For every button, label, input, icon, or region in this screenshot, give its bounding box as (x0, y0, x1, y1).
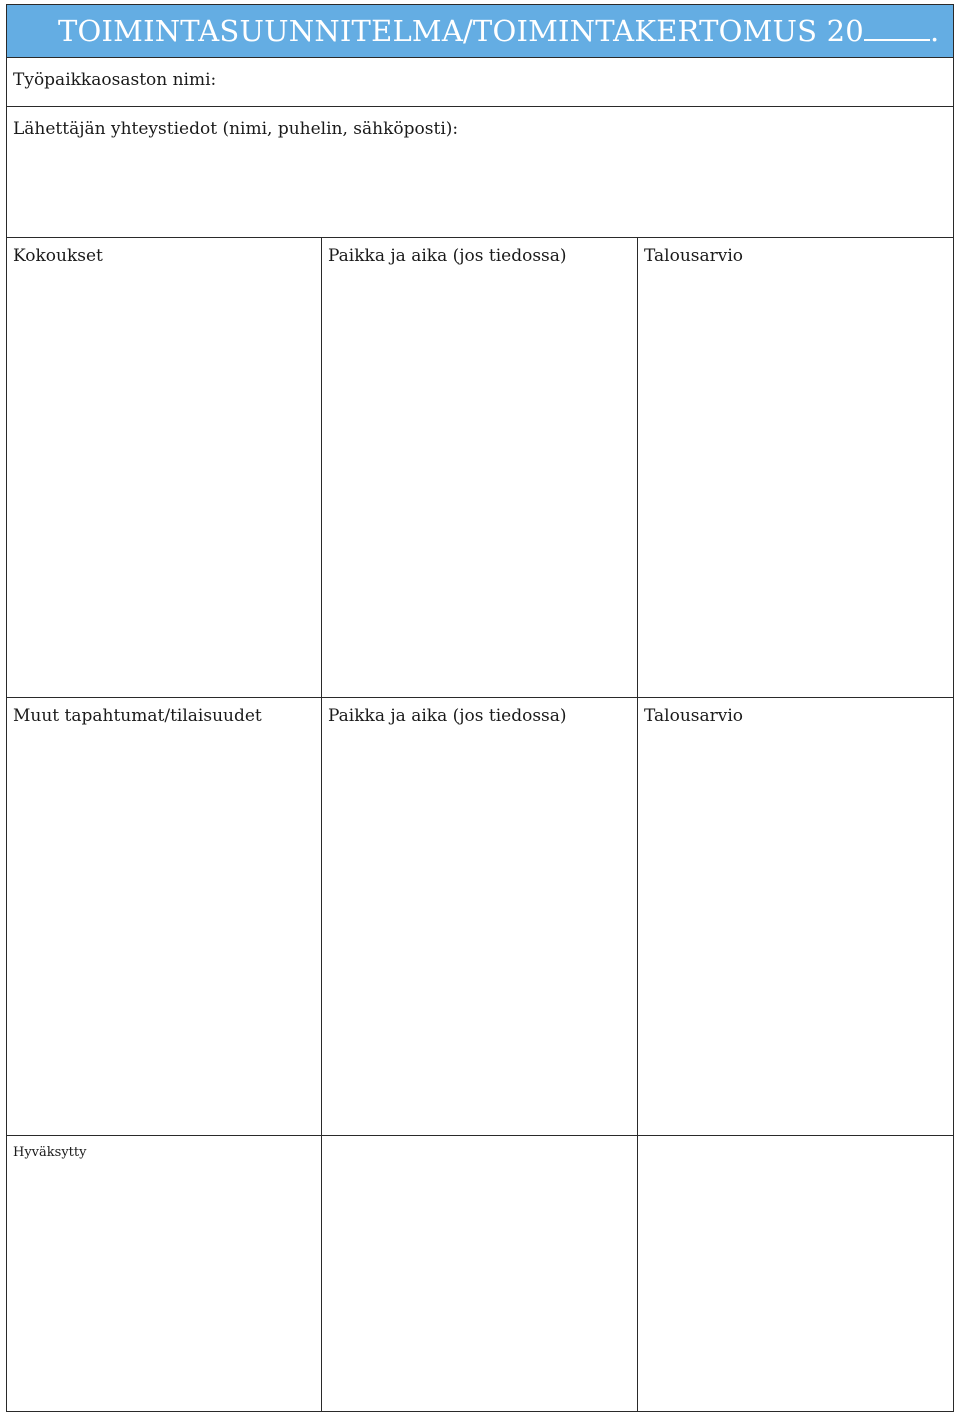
events-budget-label: Talousarvio (644, 706, 744, 726)
events-place-time-cell[interactable] (322, 698, 638, 1135)
approval-section (7, 1136, 953, 1411)
sender-contact-label: Lähettäjän yhteystiedot (nimi, puhelin, sähköposti): (13, 119, 459, 139)
meetings-cell[interactable] (7, 238, 322, 697)
form-title-bar (7, 5, 953, 58)
form-title: TOIMINTASUUNNITELMA/TOIMINTAKERTOMUS 20 (58, 14, 864, 48)
department-name-field[interactable] (7, 58, 953, 107)
meetings-label: Kokoukset (13, 246, 103, 266)
approved-label: Hyväksytty (13, 1145, 87, 1160)
events-place-time-label: Paikka ja aika (jos tiedossa) (328, 706, 567, 726)
meetings-section (7, 238, 953, 698)
approved-cell[interactable] (7, 1136, 322, 1411)
meetings-budget-label: Talousarvio (644, 246, 744, 266)
events-budget-cell[interactable] (638, 698, 953, 1135)
meetings-place-time-cell[interactable] (322, 238, 638, 697)
events-cell[interactable] (7, 698, 322, 1135)
department-name-label: Työpaikkaosaston nimi: (13, 70, 217, 90)
events-section (7, 698, 953, 1136)
sender-contact-field[interactable] (7, 107, 953, 238)
meetings-place-time-label: Paikka ja aika (jos tiedossa) (328, 246, 567, 266)
approval-empty-cell-3[interactable] (638, 1136, 953, 1411)
activity-plan-form (6, 4, 954, 1412)
approval-empty-cell-2[interactable] (322, 1136, 638, 1411)
events-label: Muut tapahtumat/tilaisuudet (13, 706, 262, 726)
year-blank-line[interactable] (864, 17, 930, 41)
meetings-budget-cell[interactable] (638, 238, 953, 697)
form-title-end: . (929, 14, 940, 48)
